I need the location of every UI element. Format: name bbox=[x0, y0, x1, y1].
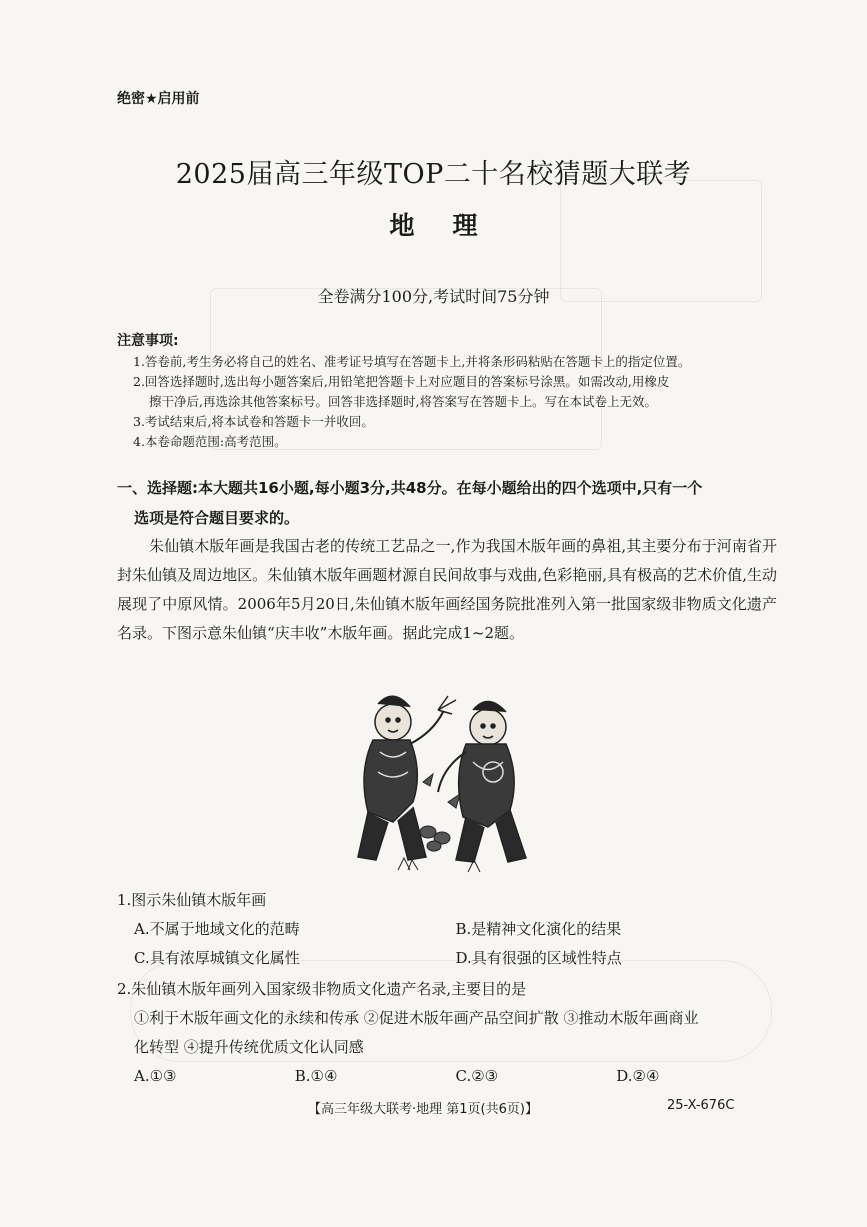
reading-passage bbox=[117, 532, 777, 648]
option-b[interactable]: B.是精神文化演化的结果 bbox=[455, 920, 622, 938]
option-d[interactable]: D.②④ bbox=[616, 1067, 660, 1085]
option-a[interactable]: A.不属于地域文化的范畴 bbox=[134, 920, 300, 938]
note-item: 3.考试结束后,将本试卷和答题卡一并收回。 bbox=[133, 414, 374, 429]
option-b[interactable]: B.①④ bbox=[294, 1067, 338, 1085]
passage-text: 朱仙镇木版年画是我国古老的传统工艺品之一,作为我国木版年画的鼻祖,其主要分布于河南省开封朱仙镇及周边地区。朱仙镇木版年画题材源自民间故事与戏曲,色彩艳丽,具有极高的艺术价值,生动展现了中原风情。2006年5月20日,朱仙镇木版年画经国务院批准列入第一批国家级非物质文化遗产名录。下图示意朱仙镇“庆丰收”木版年画。据此完成1~2题。 bbox=[117, 537, 777, 642]
section-heading bbox=[117, 473, 777, 533]
note-item: 4.本卷命题范围:高考范围。 bbox=[133, 434, 287, 449]
section-heading-line: 选项是符合题目要求的。 bbox=[134, 509, 300, 527]
question-stem: 2.朱仙镇木版年画列入国家级非物质文化遗产名录,主要目的是 bbox=[117, 980, 527, 998]
question-2 bbox=[117, 975, 777, 1091]
exam-title: 2025届高三年级TOP二十名校猜题大联考 bbox=[175, 159, 692, 190]
option-row bbox=[117, 1062, 777, 1091]
woodblock-print-illustration bbox=[338, 682, 538, 882]
option-row bbox=[117, 915, 777, 944]
question-stem: 1.图示朱仙镇木版年画 bbox=[117, 891, 267, 909]
statement-line: 化转型 ④提升传统优质文化认同感 bbox=[134, 1038, 364, 1056]
statement-line: ①利于木版年画文化的永续和传承 ②促进木版年画产品空间扩散 ③推动木版年画商业 bbox=[134, 1009, 699, 1027]
question-1 bbox=[117, 886, 777, 973]
subject-title: 地理 bbox=[389, 211, 516, 240]
footer-exam-code: 25-X-676C bbox=[667, 1098, 735, 1113]
exam-info: 全卷满分100分,考试时间75分钟 bbox=[317, 287, 550, 306]
option-c[interactable]: C.②③ bbox=[455, 1067, 499, 1085]
footer-page-info: 【高三年级大联考·地理 第1页(共6页)】 bbox=[308, 1102, 538, 1117]
notes-list bbox=[133, 352, 773, 452]
option-d[interactable]: D.具有很强的区域性特点 bbox=[455, 949, 622, 967]
confidential-label: 绝密★启用前 bbox=[117, 91, 200, 107]
option-a[interactable]: A.①③ bbox=[134, 1067, 177, 1085]
option-row bbox=[117, 944, 777, 973]
section-heading-line: 一、选择题:本大题共16小题,每小题3分,共48分。在每小题给出的四个选项中,只有一个 bbox=[117, 479, 703, 497]
note-item: 1.答卷前,考生务必将自己的姓名、准考证号填写在答题卡上,并将条形码粘贴在答题卡上的指定位置。 bbox=[133, 354, 691, 369]
note-item: 2.回答选择题时,选出每小题答案后,用铅笔把答题卡上对应题目的答案标号涂黑。如需改动,用橡皮 bbox=[133, 374, 670, 389]
note-item: 擦干净后,再选涂其他答案标号。回答非选择题时,将答案写在答题卡上。写在本试卷上无效。 bbox=[149, 394, 657, 409]
woodblock-print-figure bbox=[338, 682, 538, 882]
notes-title: 注意事项: bbox=[117, 333, 179, 349]
option-c[interactable]: C.具有浓厚城镇文化属性 bbox=[134, 949, 300, 967]
